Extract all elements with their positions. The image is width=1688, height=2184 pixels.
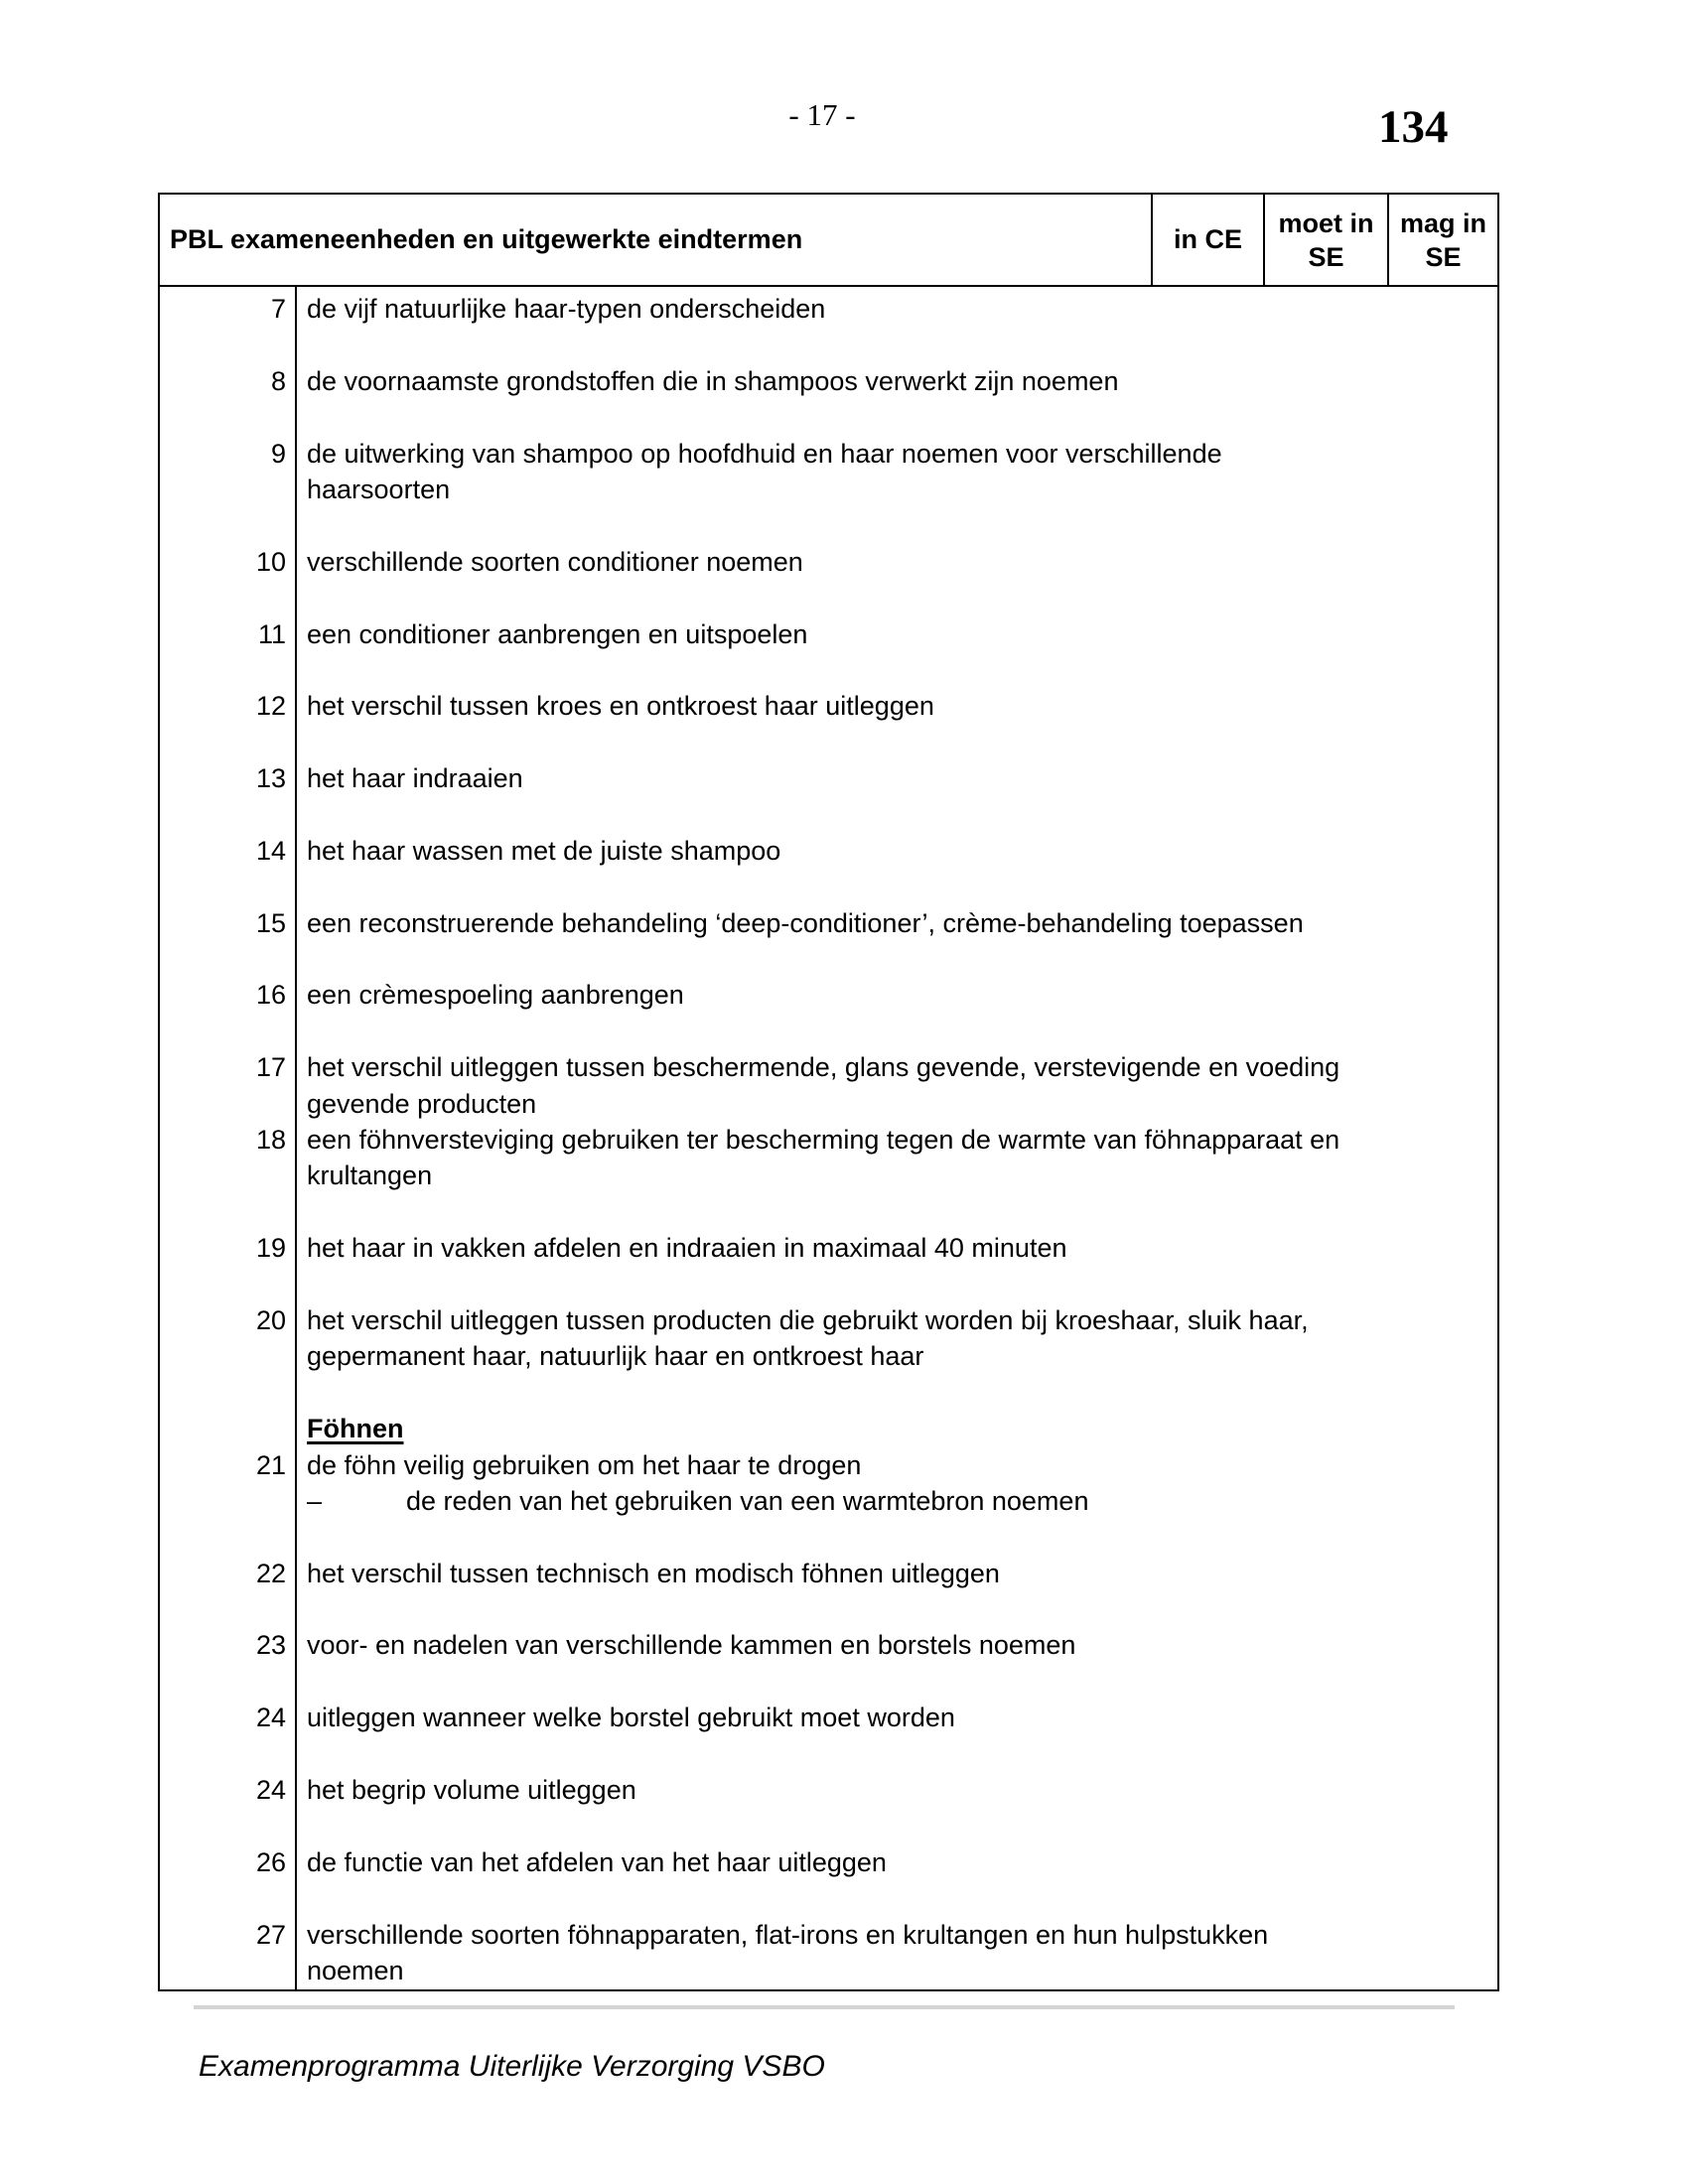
row-text: de föhn veilig gebruiken om het haar te drogen: [307, 1449, 862, 1480]
table-row: [160, 291, 1497, 327]
header-mag-line2: SE: [1425, 241, 1462, 272]
row-number: [160, 1086, 286, 1122]
row-text: een conditioner aanbrengen en uitspoelen: [307, 618, 808, 649]
table-row: [160, 1627, 1497, 1663]
row-spacer: [160, 1267, 1497, 1302]
header-mag-in-se: [1389, 195, 1497, 285]
row-text: een crèmespoeling aanbrengen: [307, 980, 684, 1011]
page-number-center: - 17 -: [788, 97, 856, 132]
row-number: 20: [255, 1304, 286, 1335]
table-row: [160, 1953, 1497, 1988]
table-row: [160, 833, 1497, 869]
table-body: [160, 291, 1497, 1988]
table-row: [160, 1302, 1497, 1338]
row-number: 22: [255, 1558, 286, 1588]
row-number: [160, 472, 286, 507]
table-row: [160, 544, 1497, 580]
row-number: [160, 1338, 286, 1374]
header-in-ce: [1153, 195, 1265, 285]
row-number: [160, 1158, 286, 1193]
row-spacer: [160, 725, 1497, 760]
row-spacer: [160, 1736, 1497, 1772]
row-text: de functie van het afdelen van het haar uitleggen: [307, 1846, 887, 1877]
section-heading: Föhnen: [307, 1414, 404, 1444]
row-text: haarsoorten: [307, 474, 451, 504]
row-number-empty: [160, 1411, 286, 1446]
table-row: [160, 472, 1497, 507]
row-text: het begrip volume uitleggen: [307, 1775, 636, 1806]
header-mag-line1: mag in: [1399, 207, 1486, 238]
table-row: [160, 1556, 1497, 1591]
header-in-ce-label: in CE: [1173, 224, 1242, 254]
row-text: een föhnversteviging gebruiken ter bescherming tegen de warmte van föhnapparaat en: [307, 1124, 1340, 1155]
table-row: [160, 1700, 1497, 1735]
row-spacer: [160, 1014, 1497, 1049]
row-spacer: [160, 580, 1497, 615]
row-spacer: [160, 1375, 1497, 1411]
table-row: [160, 363, 1497, 399]
row-spacer: [160, 1664, 1497, 1700]
row-spacer: [160, 1880, 1497, 1916]
row-number: 10: [255, 546, 286, 577]
table-header: [160, 195, 1497, 287]
footer-title: Examenprogramma Uiterlijke Verzorging VSBO: [199, 2050, 825, 2083]
header-mag-in-se-label: [1400, 206, 1486, 274]
row-number: 24: [255, 1775, 286, 1806]
row-text: het haar wassen met de juiste shampoo: [307, 835, 781, 866]
table-row: [160, 1158, 1497, 1193]
row-text: het verschil tussen technisch en modisch föhnen uitleggen: [307, 1558, 1000, 1588]
row-text: het haar indraaien: [307, 763, 523, 794]
row-spacer: [160, 399, 1497, 435]
row-number: 14: [255, 835, 286, 866]
row-number: 27: [255, 1919, 286, 1950]
row-number: 11: [257, 618, 286, 649]
row-number: 18: [255, 1124, 286, 1155]
row-text: krultangen: [307, 1160, 433, 1191]
row-text: de uitwerking van shampoo op hoofdhuid en haar noemen voor verschillende: [307, 438, 1222, 469]
row-spacer: [160, 941, 1497, 977]
dash-bullet-icon: –: [307, 1485, 323, 1516]
row-number: 9: [270, 438, 286, 469]
row-number: 15: [255, 907, 286, 938]
row-number: 17: [255, 1052, 286, 1083]
row-text: uitleggen wanneer welke borstel gebruikt moet worden: [307, 1703, 955, 1733]
row-text: gevende producten: [307, 1088, 537, 1119]
table-row: [160, 1230, 1497, 1266]
sub-item-text: de reden van het gebruiken van een warmtebron noemen: [406, 1485, 1089, 1516]
row-text: de voornaamste grondstoffen die in shampoos verwerkt zijn noemen: [307, 365, 1119, 396]
row-text: verschillende soorten conditioner noemen: [307, 546, 803, 577]
row-spacer: [160, 1519, 1497, 1555]
table-row: [160, 688, 1497, 724]
row-number: 21: [255, 1449, 286, 1480]
row-text: het haar in vakken afdelen en indraaien in maximaal 40 minuten: [307, 1233, 1067, 1264]
section-heading-row: [160, 1411, 1497, 1446]
row-number: 16: [255, 980, 286, 1011]
table-row: [160, 1122, 1497, 1158]
sub-item-row: [160, 1483, 1497, 1519]
row-text: het verschil uitleggen tussen producten die gebruikt worden bij kroeshaar, sluik haar,: [307, 1304, 1309, 1335]
row-number-empty: [160, 1483, 286, 1519]
page-number-right: 134: [1378, 101, 1449, 153]
table-row: [160, 1917, 1497, 1953]
row-number: [160, 1953, 286, 1988]
row-number: 19: [255, 1233, 286, 1264]
row-number: 12: [255, 691, 286, 722]
row-spacer: [160, 869, 1497, 904]
row-spacer: [160, 652, 1497, 688]
header-moet-in-se-label: [1278, 206, 1373, 274]
footer-divider: [194, 2005, 1455, 2009]
row-spacer: [160, 327, 1497, 362]
table-row: [160, 905, 1497, 941]
header-main-label: PBL exameneenheden en uitgewerkte eindtermen: [170, 224, 803, 254]
exam-terms-table: [158, 193, 1499, 1991]
table-row: [160, 977, 1497, 1013]
row-spacer: [160, 796, 1497, 832]
sub-item: [286, 1483, 1088, 1519]
row-spacer: [160, 1808, 1497, 1843]
row-number: 26: [255, 1846, 286, 1877]
row-spacer: [160, 507, 1497, 543]
table-row: [160, 1447, 1497, 1483]
row-text: het verschil uitleggen tussen beschermende, glans gevende, verstevigende en voeding: [307, 1052, 1340, 1083]
row-spacer: [160, 1591, 1497, 1627]
row-number: 23: [255, 1630, 286, 1661]
section-heading-wrap: [286, 1411, 403, 1446]
row-number: 8: [270, 365, 286, 396]
table-row: [160, 616, 1497, 652]
table-row: [160, 1844, 1497, 1880]
row-text: gepermanent haar, natuurlijk haar en ontkroest haar: [307, 1341, 924, 1372]
row-number: 7: [270, 294, 286, 324]
row-spacer: [160, 1194, 1497, 1230]
table-row: [160, 1049, 1497, 1085]
header-main: [160, 195, 1153, 285]
table-row: [160, 1338, 1497, 1374]
row-text: een reconstruerende behandeling ‘deep-conditioner’, crème-behandeling toepassen: [307, 907, 1304, 938]
row-number: 24: [255, 1703, 286, 1733]
row-text: verschillende soorten föhnapparaten, flat-irons en krultangen en hun hulpstukken: [307, 1919, 1269, 1950]
table-row: [160, 760, 1497, 796]
table-row: [160, 1086, 1497, 1122]
row-text: voor- en nadelen van verschillende kammen en borstels noemen: [307, 1630, 1076, 1661]
header-moet-in-se: [1265, 195, 1389, 285]
row-text: de vijf natuurlijke haar-typen onderscheiden: [307, 294, 826, 324]
row-text: noemen: [307, 1955, 404, 1985]
table-row: [160, 436, 1497, 472]
header-moet-line2: SE: [1308, 241, 1344, 272]
header-moet-line1: moet in: [1278, 207, 1374, 238]
row-text: het verschil tussen kroes en ontkroest haar uitleggen: [307, 691, 934, 722]
row-number: 13: [255, 763, 286, 794]
table-row: [160, 1772, 1497, 1808]
